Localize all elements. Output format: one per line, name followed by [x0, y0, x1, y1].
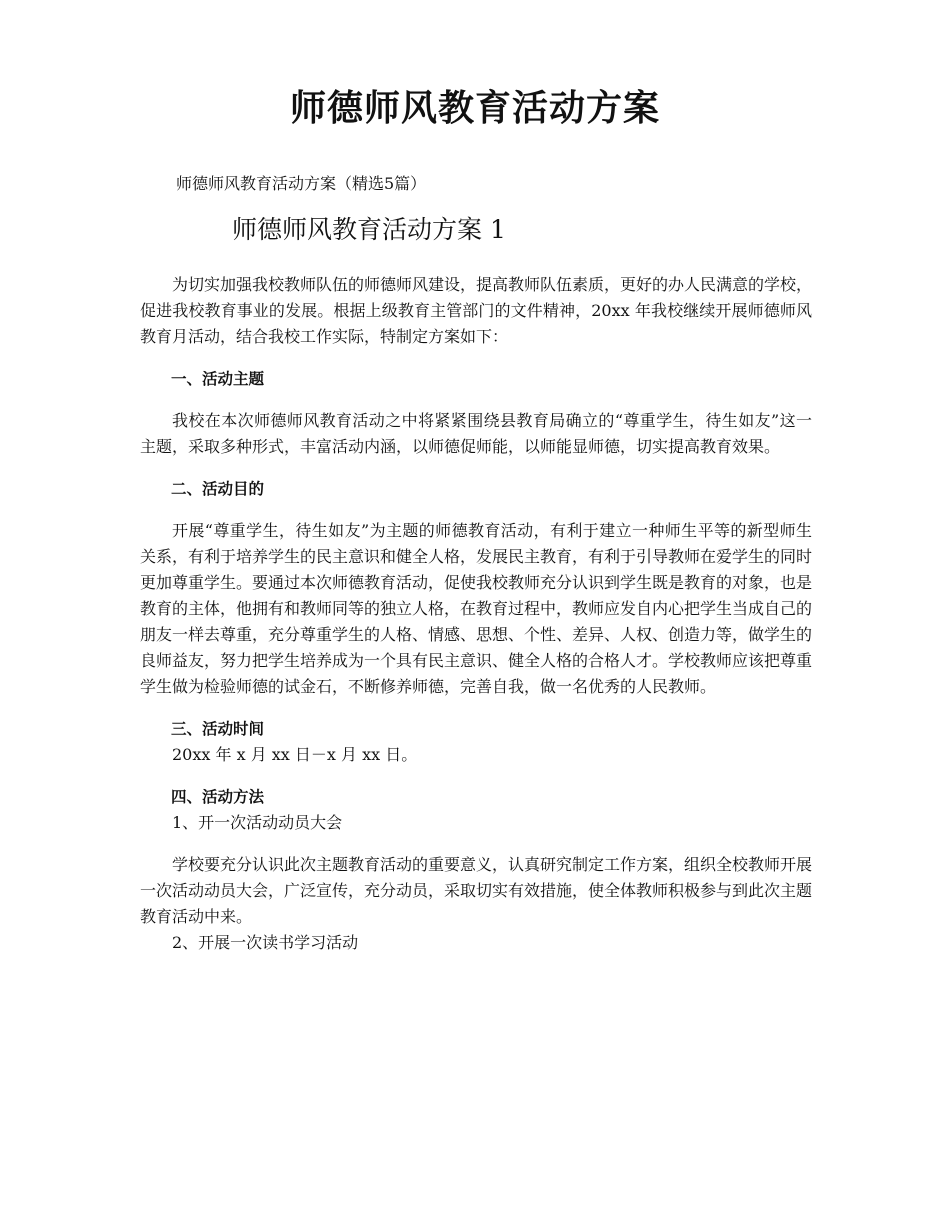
document-subtitle: 师德师风教育活动方案（精选5篇） — [176, 174, 427, 193]
section-title: 师德师风教育活动方案 1 — [232, 215, 506, 244]
heading-purpose: 二、活动目的 — [171, 480, 265, 498]
document-title: 师德师风教育活动方案 — [289, 87, 660, 129]
list-item-mobilization: 1、开一次活动动员大会 — [172, 813, 343, 832]
list-item-reading: 2、开展一次读书学习活动 — [172, 933, 359, 952]
heading-time: 三、活动时间 — [171, 720, 265, 738]
heading-theme: 一、活动主题 — [171, 370, 265, 388]
paragraph-time: 20xx 年 x 月 xx 日－x 月 xx 日。 — [172, 745, 418, 764]
paragraph-mobilization: 学校要充分认识此次主题教育活动的重要意义，认真研究制定工作方案，组织全校教师开展一次活动动员大会，广泛宣传，充分动员，采取切实有效措施，使全体教师积极参与到此次主题教育活动中来。 — [140, 855, 813, 926]
heading-method: 四、活动方法 — [171, 788, 265, 806]
intro-paragraph: 为切实加强我校教师队伍的师德师风建设，提高教师队伍素质，更好的办人民满意的学校，促进我校教育事业的发展。根据上级教育主管部门的文件精神，20xx 年我校继续开展师德师风教育月活动，结合我校工作实际，特制定方案如下： — [140, 275, 813, 346]
paragraph-theme: 我校在本次师德师风教育活动之中将紧紧围绕县教育局确立的“尊重学生，待生如友”这一主题，采取多种形式，丰富活动内涵，以师德促师能，以师能显师德，切实提高教育效果。 — [140, 411, 812, 456]
document-body — [140, 272, 812, 956]
paragraph-purpose: 开展“尊重学生，待生如友”为主题的师德教育活动，有利于建立一种师生平等的新型师生关系，有利于培养学生的民主意识和健全人格，发展民主教育，有利于引导教师在爱学生的同时更加尊重学生。要通过本次师德教育活动，促使我校教师充分认识到学生既是教育的对象，也是教育的主体，他拥有和教师同等的独立人格，在教育过程中，教师应发自内心把学生当成自己的朋友一样去尊重，充分尊重学生的人格、情感、思想、个性、差异、人权、创造力等，做学生的良师益友，努力把学生培养成为一个具有民主意识、健全人格的合格人才。学校教师应该把尊重学生做为检验师德的试金石，不断修养师德，完善自我，做一名优秀的人民教师。 — [140, 521, 813, 696]
